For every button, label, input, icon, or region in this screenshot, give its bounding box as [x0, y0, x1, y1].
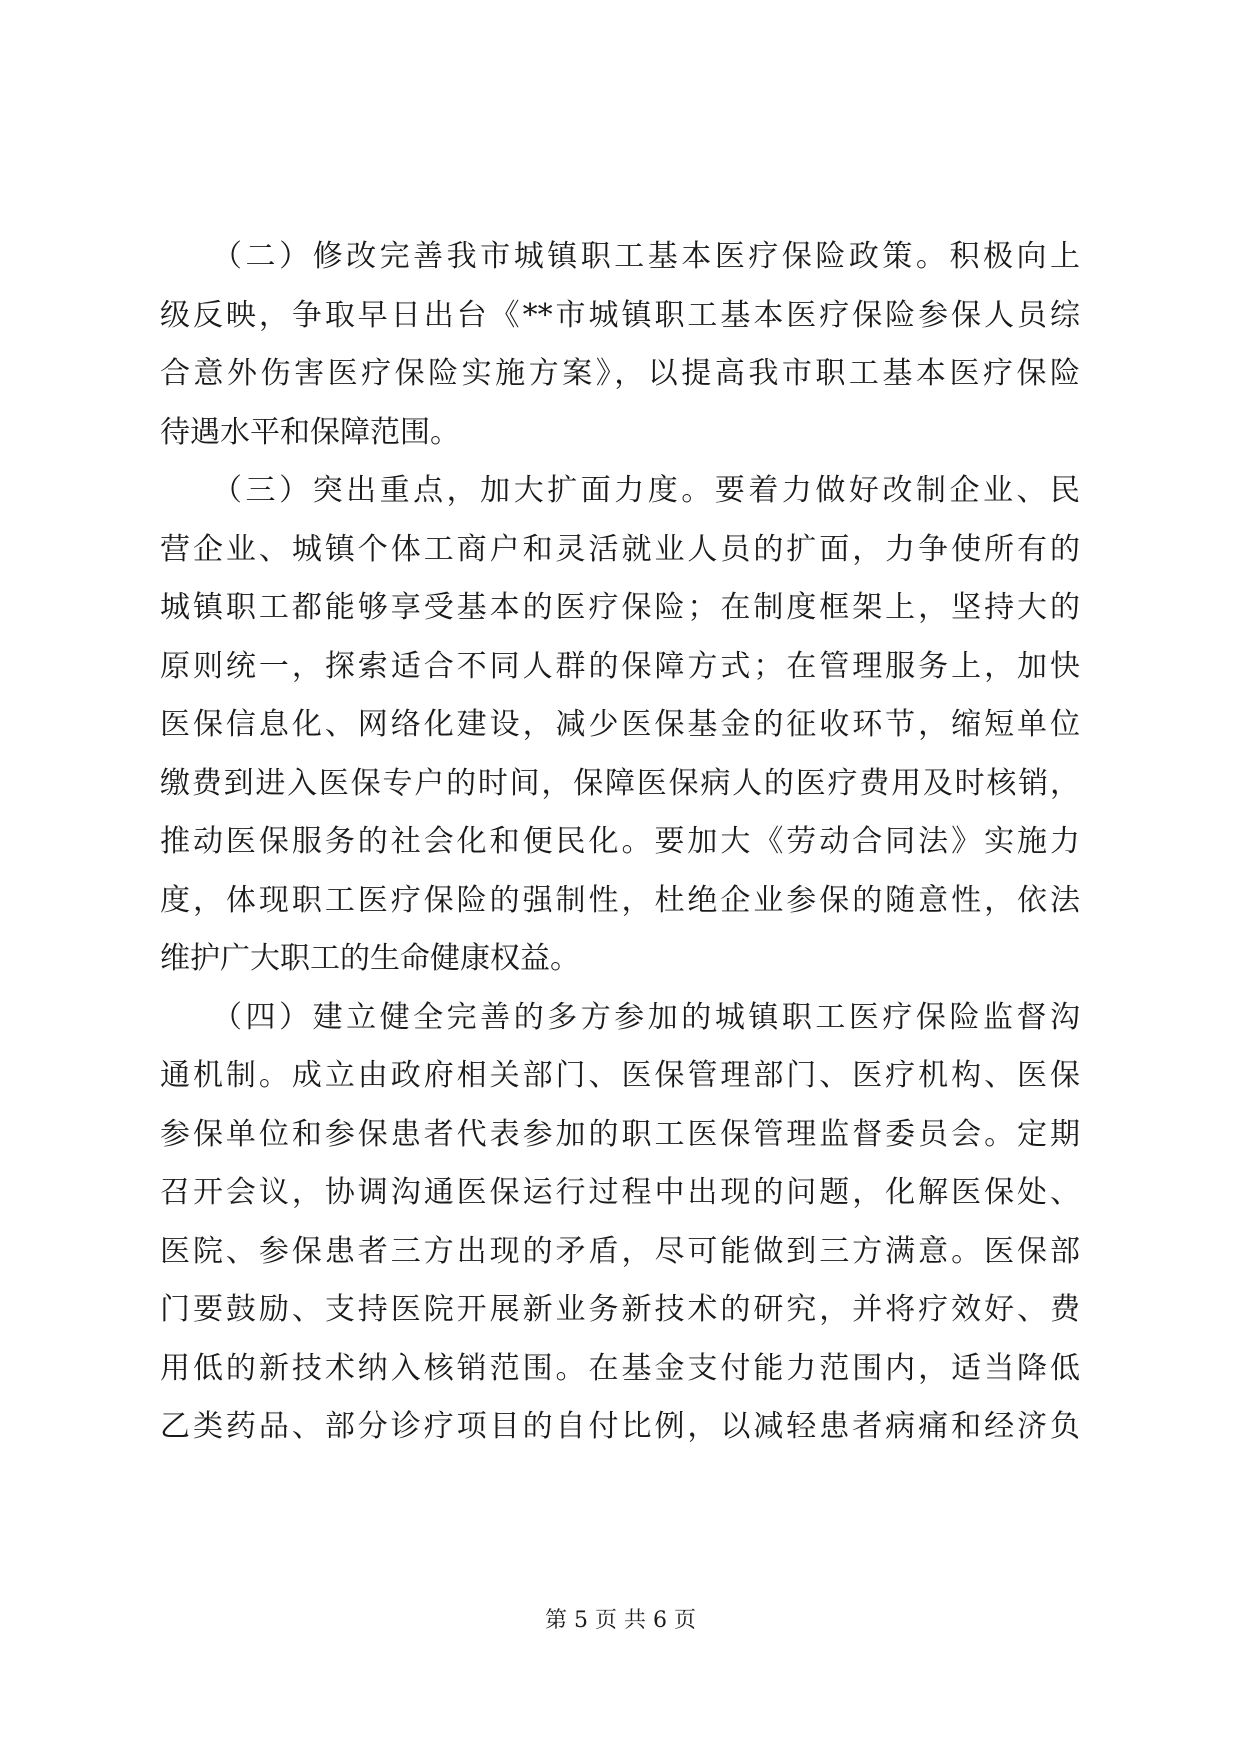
text-line: 城镇职工都能够享受基本的医疗保险；在制度框架上，坚持大的	[160, 590, 1080, 625]
text-line: 度，体现职工医疗保险的强制性，杜绝企业参保的随意性，依法	[160, 882, 1080, 918]
text-line: 级反映，争取早日出台《**市城镇职工基本医疗保险参保人员综	[160, 297, 1080, 333]
text-line: 维护广大职工的生命健康权益。	[160, 941, 580, 976]
text-line: 营企业、城镇个体工商户和灵活就业人员的扩面，力争使所有的	[160, 531, 1080, 567]
text-line: 门要鼓励、支持医院开展新业务新技术的研究，并将疗效好、费	[160, 1292, 1080, 1327]
text-line: 原则统一，探索适合不同人群的保障方式；在管理服务上，加快	[160, 648, 1080, 684]
text-line: 缴费到进入医保专户的时间，保障医保病人的医疗费用及时核销，	[160, 765, 1080, 801]
text-line: 通机制。成立由政府相关部门、医保管理部门、医疗机构、医保	[160, 1058, 1080, 1093]
text-line: 医保信息化、网络化建设，减少医保基金的征收环节，缩短单位	[160, 707, 1080, 742]
text-line: 召开会议，协调沟通医保运行过程中出现的问题，化解医保处、	[160, 1175, 1080, 1210]
text-line: 乙类药品、部分诊疗项目的自付比例，以减轻患者病痛和经济负	[160, 1409, 1080, 1444]
text-line: 参保单位和参保患者代表参加的职工医保管理监督委员会。定期	[160, 1116, 1080, 1152]
text-line: 医院、参保患者三方出现的矛盾，尽可能做到三方满意。医保部	[160, 1233, 1080, 1269]
text-line: （四）建立健全完善的多方参加的城镇职工医疗保险监督沟	[160, 999, 1080, 1035]
body-text	[160, 228, 1080, 1457]
text-line: 合意外伤害医疗保险实施方案》，以提高我市职工基本医疗保险	[160, 356, 1080, 391]
text-line: 用低的新技术纳入核销范围。在基金支付能力范围内，适当降低	[160, 1350, 1080, 1386]
text-line: 待遇水平和保障范围。	[160, 414, 460, 450]
text-line: （三）突出重点，加大扩面力度。要着力做好改制企业、民	[160, 473, 1080, 508]
text-line: （二）修改完善我市城镇职工基本医疗保险政策。积极向上	[160, 239, 1080, 274]
page-number-footer: 第 5 页 共 6 页	[545, 1608, 696, 1633]
text-line: 推动医保服务的社会化和便民化。要加大《劳动合同法》实施力	[160, 824, 1080, 859]
